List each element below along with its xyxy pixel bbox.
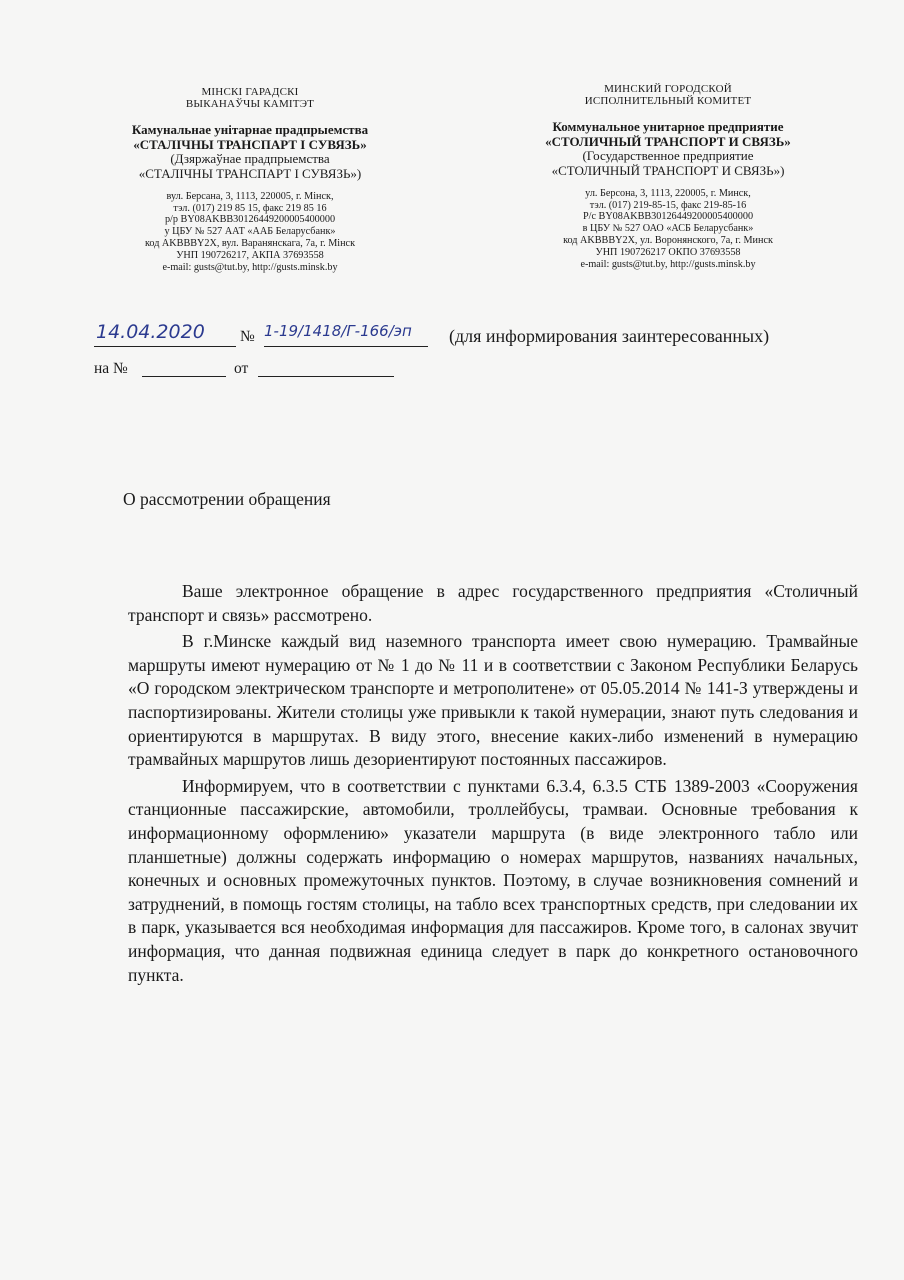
number-sign: № (240, 328, 255, 345)
reference-line (94, 360, 414, 382)
council-name-ru: МИНСКИЙ ГОРОДСКОЙ ИСПОЛНИТЕЛЬНЫЙ КОМИТЕТ (584, 83, 752, 108)
letter-date: 14.04.2020 (96, 321, 205, 343)
state-enterprise-ru: (Государственное предприятие «СТОЛИЧНЫЙ ТРАНСПОРТ И СВЯЗЬ») (551, 148, 785, 178)
letter-subject: О рассмотрении обращения (123, 489, 331, 509)
ref-label: на № (94, 360, 128, 377)
from-label: от (234, 360, 249, 377)
requisites-by: вул. Берсана, 3, 1113, 220005, г. Мінск, тэл. (017) 219 85 15, факс 219 85 16 р/р BY08AKBB30126449200005400000 у ЦБУ № 527 ААТ «ААБ Беларусбанк» код AKBBBY2X, вул. Варанянскага, 7а, г. Мінск УНП 190726217, АКПА 37693558 e-mail: gusts@tut.by, http://gusts.minsk.by (144, 190, 356, 274)
paragraph-3: Информируем, что в соответствии с пунктами 6.3.4, 6.3.5 СТБ 1389-2003 «Сооружения станционные пассажирские, автомобили, троллейбусы, трамваи. Основные требования к информационному оформлению» указатели маршрута (в виде электронного табло или планшетные) должны содержать информацию о номерах маршрутов, названиях начальных, конечных и основных промежуточных пунктов. Поэтому, в случае возникновения сомнений и затруднений, в помощь гостям столицы, на табло всех транспортных средств, при следовании их в парк, указывается вся необходимая информация для пассажиров. Кроме того, в салонах звучит информация, что данная подвижная единица следует в парк до конкретного остановочного пункта. (128, 775, 858, 985)
requisites-ru: ул. Берсона, 3, 1113, 220005, г. Минск, тэл. (017) 219-85-15, факс 219-85-16 Р/с BY08AKBB30126449200005400000 в ЦБУ № 527 ОАО «АСБ Беларусбанк» код AKBBBY2X, ул. Воронянского, 7а, г. Минск УНП 190726217 ОКПО 37693558 e-mail: gusts@tut.by, http://gusts.minsk.by (563, 187, 773, 271)
paragraph-1: Ваше электронное обращение в адрес государственного предприятия «Столичный транспорт и связь» рассмотрено. (128, 581, 858, 625)
council-name-by: МІНСКІ ГАРАДСКІ ВЫКАНАЎЧЫ КАМІТЭТ (185, 86, 315, 111)
state-enterprise-by: (Дзяржаўнае прадпрыемства «СТАЛІЧНЫ ТРАНСПАРТ І СУВЯЗЬ») (138, 151, 362, 181)
letter-body (128, 580, 858, 987)
registration-line (94, 322, 874, 352)
header-russian (518, 83, 818, 271)
enterprise-name-by: Камунальнае унітарнае прадпрыемства «СТАЛІЧНЫ ТРАНСПАРТ І СУВЯЗЬ» (131, 121, 369, 152)
paragraph-2: В г.Минске каждый вид наземного транспорта имеет свою нумерацию. Трамвайные маршруты имеют нумерацию от № 1 до № 11 и в соответствии с Законом Республики Беларусь «О городском электрическом транспорте и метрополитене» от 05.05.2014 № 141-З утверждены и паспортизированы. Жители столицы уже привыкли к такой нумерации, знают путь следования и ориентируются в маршрутах. В виду этого, внесение каких-либо изменений в нумерацию трамвайных маршрутов лишь дезориентируют постоянных пассажиров. (128, 631, 858, 770)
letter-number: 1-19/1418/Г-166/эп (264, 322, 412, 340)
addressee: (для информирования заинтересованных) (449, 326, 770, 346)
enterprise-name-ru: Коммунальное унитарное предприятие «СТОЛИЧНЫЙ ТРАНСПОРТ И СВЯЗЬ» (545, 118, 791, 149)
header-belarusian (100, 86, 400, 274)
